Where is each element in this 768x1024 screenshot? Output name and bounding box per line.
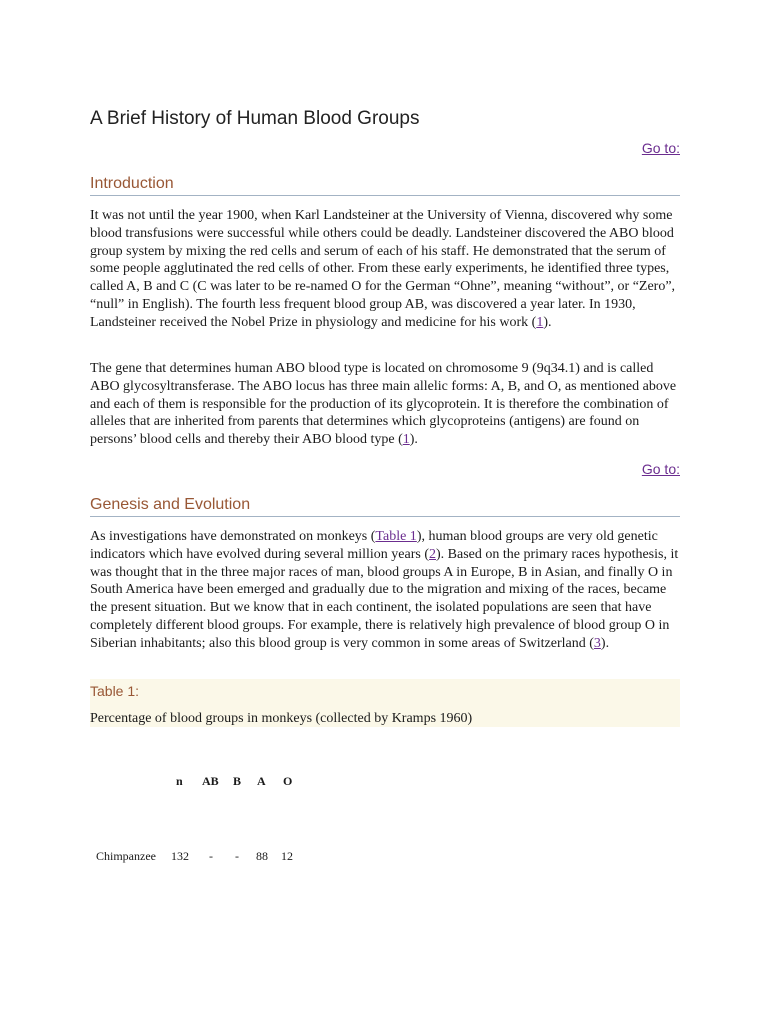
table-1-link[interactable]: Table 1 bbox=[375, 529, 417, 544]
reference-link-1[interactable]: 1 bbox=[536, 314, 544, 330]
intro-p1-text-end: ). bbox=[543, 314, 552, 330]
table-1-header-box bbox=[90, 679, 680, 727]
intro-p2-text-end: ). bbox=[409, 432, 418, 448]
intro-paragraph-1 bbox=[90, 207, 680, 332]
table-cell-n: 132 bbox=[171, 849, 189, 863]
intro-p1-text: It was not until the year 1900, when Karl Landsteiner at the University of Vienna, discovered why some blood transfusions were successful while others could be deadly. Landsteiner discovered the ABO blood group system by mixing the red cells and serum of each of his staff. He demonstrated that the serum of some people agglutinated the red cells of other. From these early experiments, he identified three types, called A, B and C (C was later to be re-named O for the German “Ohne”, meaning “without”, or “Zero”, “null” in English). The fourth less frequent blood group AB, was discovered a year later. In 1930, Landsteiner received the Nobel Prize in physiology and medicine for his work ( bbox=[90, 208, 676, 330]
section-heading-genesis: Genesis and Evolution bbox=[90, 496, 680, 517]
goto-link-2[interactable]: Go to: bbox=[641, 461, 680, 477]
table-header-o: O bbox=[283, 774, 293, 788]
table-header-ab: AB bbox=[202, 774, 219, 788]
intro-paragraph-2 bbox=[90, 360, 680, 449]
table-header-b: B bbox=[233, 774, 242, 788]
genesis-p1-text-d: ). bbox=[600, 635, 610, 651]
reference-link-1b[interactable]: 1 bbox=[402, 432, 410, 448]
section-heading-introduction: Introduction bbox=[90, 175, 680, 196]
table-row-name: Chimpanzee bbox=[96, 849, 156, 863]
table-cell-a: 88 bbox=[256, 849, 268, 863]
table-header-a: A bbox=[257, 774, 266, 788]
table-cell-o: 12 bbox=[281, 849, 293, 863]
table-caption: Percentage of blood groups in monkeys (collected by Kramps 1960) bbox=[90, 711, 473, 726]
page-title: A Brief History of Human Blood Groups bbox=[90, 108, 420, 129]
reference-link-2[interactable]: 2 bbox=[429, 546, 437, 562]
intro-p2-text: The gene that determines human ABO blood type is located on chromosome 9 (9q34.1) and is called ABO glycosyltransferase. The ABO locus has three main allelic forms: A, B, and O, as mentioned above and each of them is responsible for the production of its glycoprotein. It is therefore the combination of alleles that are inherited from parents that determines which glycoproteins (antigens) are found on persons’ blood cells and thereby their ABO blood type ( bbox=[90, 361, 677, 448]
reference-link-3[interactable]: 3 bbox=[593, 635, 601, 651]
table-cell-b: - bbox=[235, 849, 239, 863]
genesis-p1-text-c: ). Based on the primary races hypothesis, it was thought that in the three major races of man, blood groups A in Europe, B in Asian, and finally O in South America have been emerged and gradually due to the migration and mixing of the races, became the present situation. But we know that in each continent, the isolated populations are seen that have completely different blood groups. For example, there is relatively high prevalence of blood group O in Siberian inhabitants; also this blood group is very common in some areas of Switzerland ( bbox=[90, 546, 679, 651]
genesis-p1-text-a: As investigations have demonstrated on monkeys ( bbox=[90, 529, 376, 544]
goto-link-1[interactable]: Go to: bbox=[641, 140, 680, 156]
genesis-p1-text-b: ), human blood groups are very old genetic indicators which have evolved during several million years ( bbox=[90, 529, 658, 562]
genesis-paragraph-1 bbox=[90, 528, 680, 653]
table-cell-ab: - bbox=[209, 849, 213, 863]
table-label: Table 1: bbox=[90, 683, 140, 699]
table-header-n: n bbox=[176, 774, 183, 788]
